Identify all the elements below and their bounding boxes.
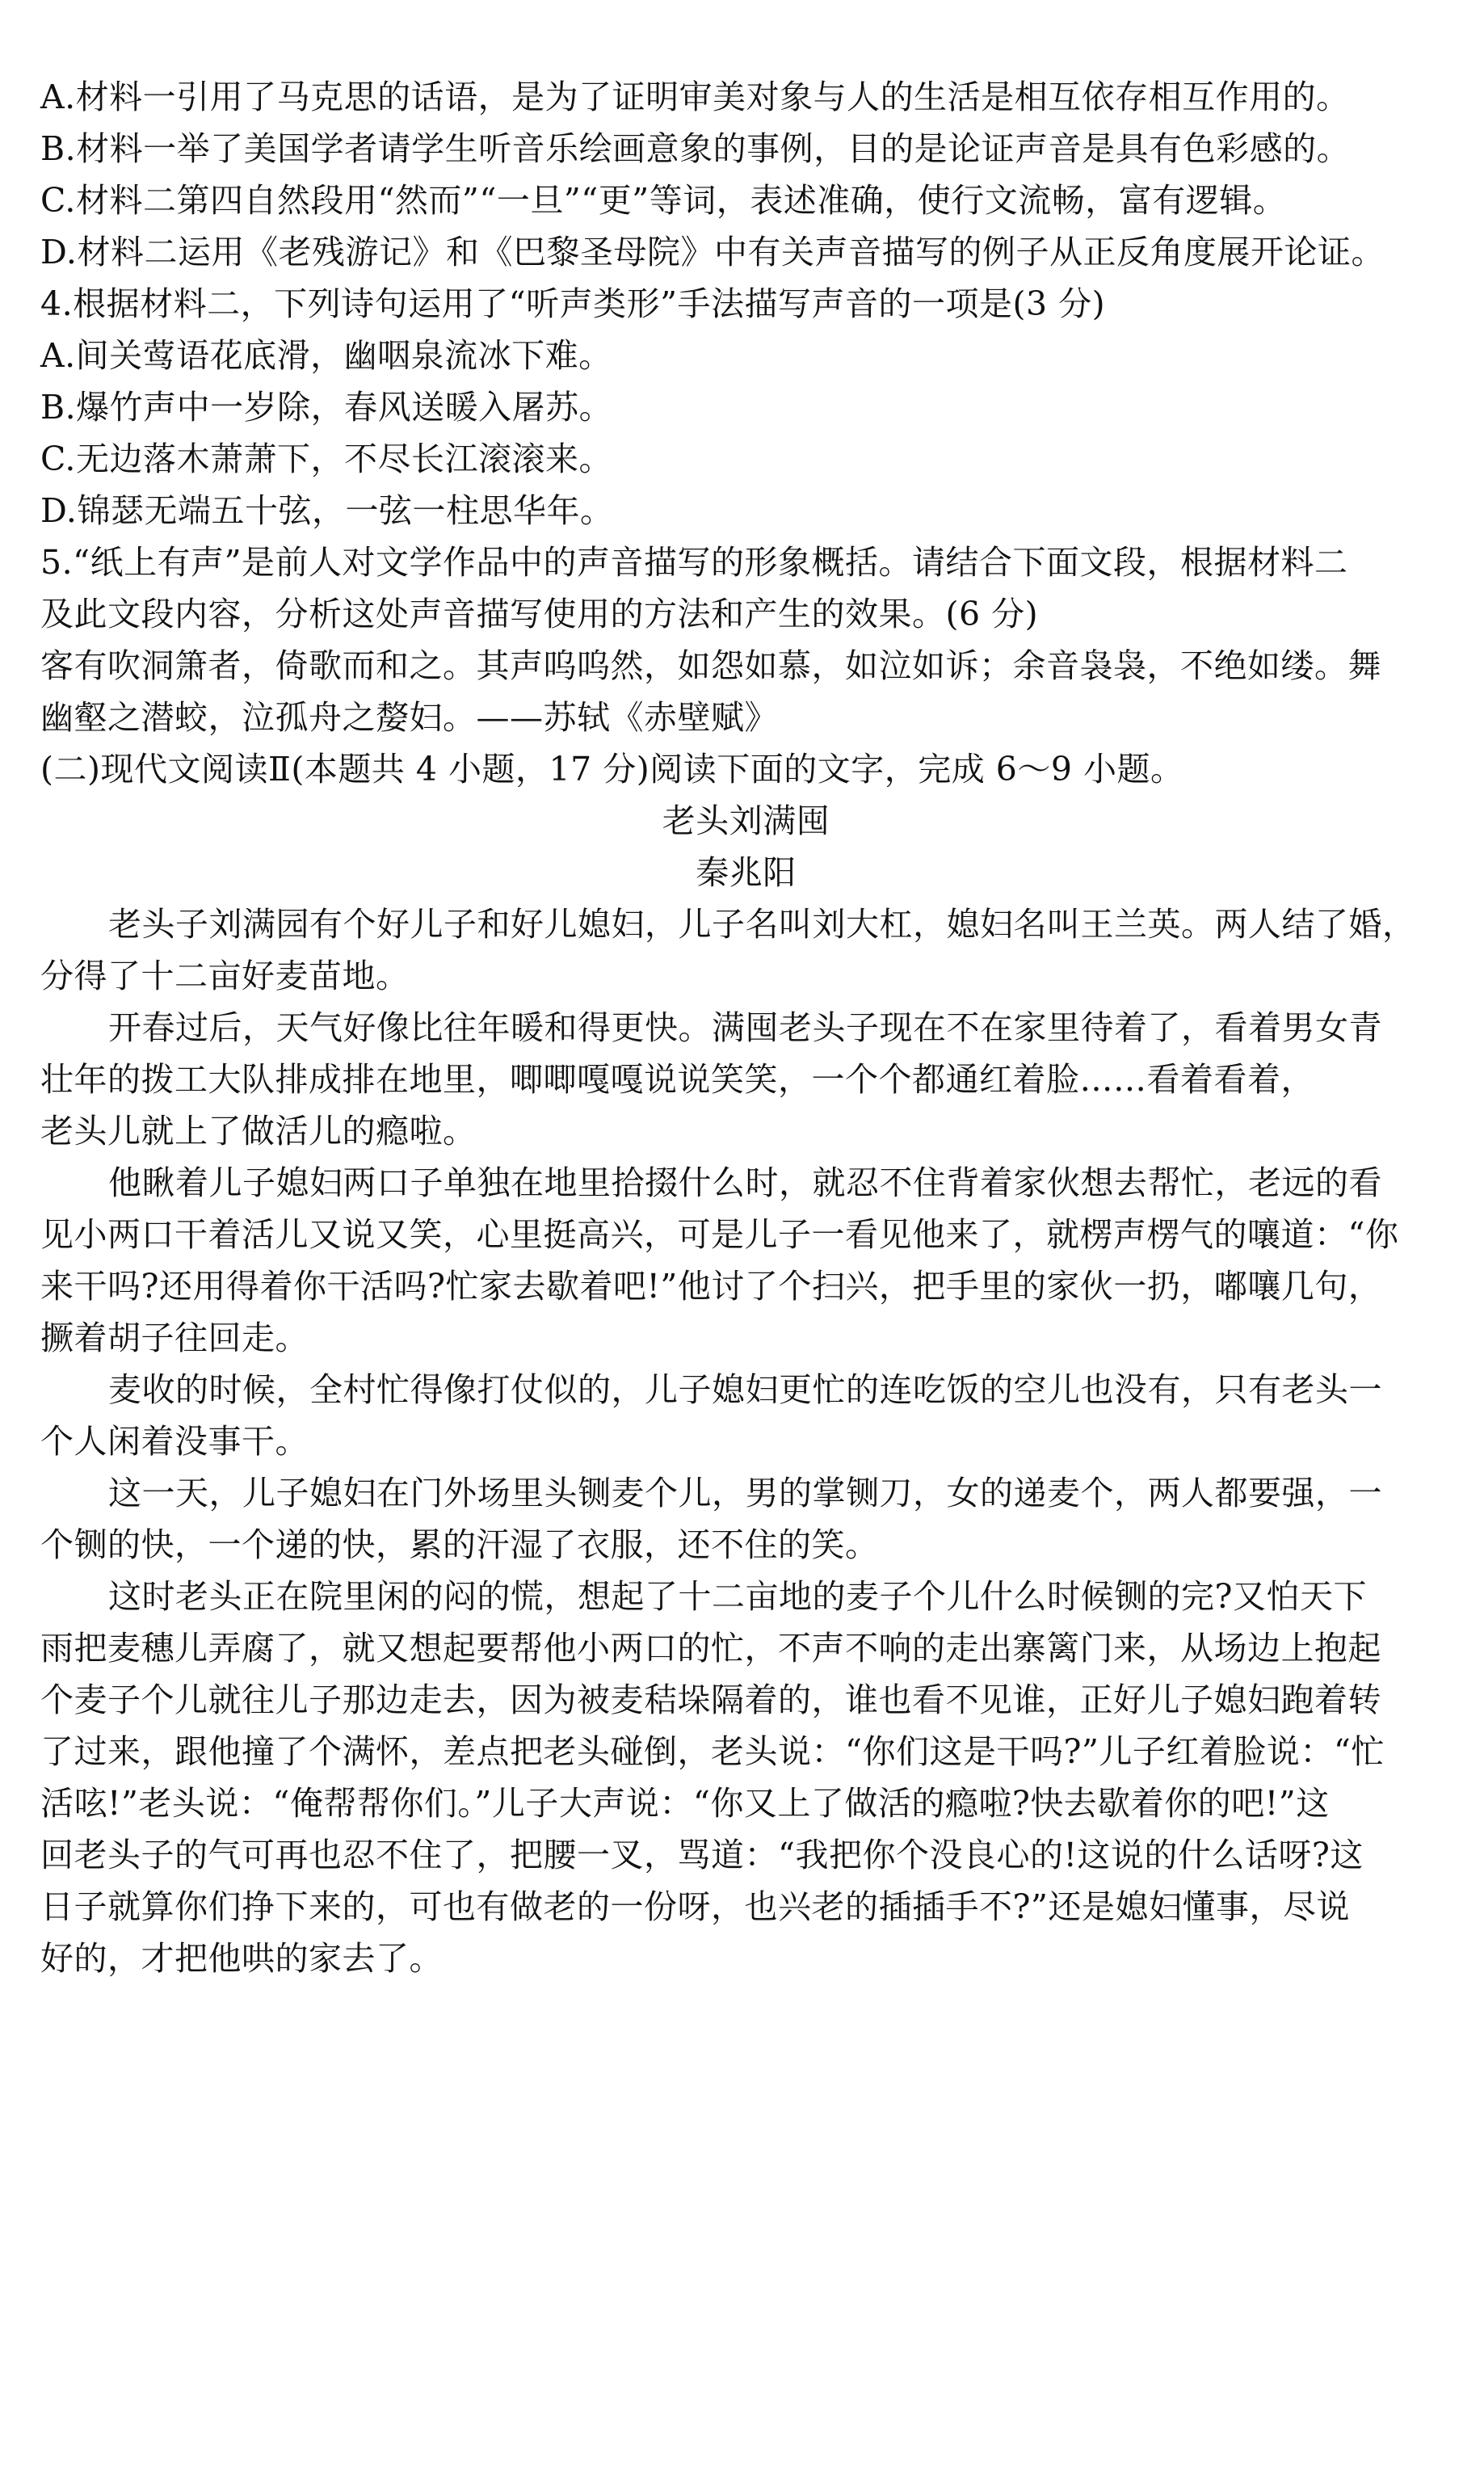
question4 <box>40 278 1452 536</box>
paragraph-line: 这一天，儿子媳妇在门外场里头铡麦个儿，男的掌铡刀，女的递麦个，两人都要强，一 <box>108 1474 1382 1512</box>
article-title: 老头刘满囤 <box>662 801 830 840</box>
paragraph-line: 老头儿就上了做活儿的瘾啦。 <box>40 1112 477 1150</box>
paragraph-line: 分得了十二亩好麦苗地。 <box>40 957 410 995</box>
paragraph-line: 见小两口干着活儿又说又笑，心里挺高兴，可是儿子一看见他来了，就楞声楞气的嚷道：“你 <box>40 1215 1399 1254</box>
paragraph-line: 来干吗?还用得着你干活吗?忙家去歇着吧!”他讨了个扫兴，把手里的家伙一扔，嘟嚷几句， <box>40 1267 1382 1306</box>
article-body <box>40 898 1452 1984</box>
question-stem: 5.“纸上有声”是前人对文学作品中的声音描写的形象概括。请结合下面文段，根据材料二 <box>40 543 1348 582</box>
option-line: A.间关莺语花底滑，幽咽泉流冰下难。 <box>40 336 612 375</box>
paragraph-line: 老头子刘满园有个好儿子和好儿媳妇，儿子名叫刘大杠，媳妇名叫王兰英。两人结了婚， <box>108 905 1416 944</box>
question5 <box>40 536 1452 743</box>
paragraph-line: 活呟!”老头说：“俺帮帮你们。”儿子大声说：“你又上了做活的瘾啦?快去歇着你的吧!”这 <box>40 1784 1330 1823</box>
article-paragraph <box>40 1002 1452 1157</box>
article-paragraph <box>40 1467 1452 1571</box>
question-stem: 及此文段内容，分析这处声音描写使用的方法和产生的效果。(6 分) <box>40 595 1039 633</box>
paragraph-line: 回老头子的气可再也忍不住了，把腰一叉，骂道：“我把你个没良心的!这说的什么话呀?这 <box>40 1836 1364 1874</box>
paragraph-line: 个人闲着没事干。 <box>40 1422 309 1461</box>
paragraph-line: 好的，才把他哄的家去了。 <box>40 1939 443 1978</box>
paragraph-line: 这时老头正在院里闲的闷的慌，想起了十二亩地的麦子个儿什么时候铡的完?又怕天下 <box>108 1577 1367 1616</box>
paragraph-line: 开春过后，天气好像比往年暖和得更快。满囤老头子现在不在家里待着了，看着男女青 <box>108 1008 1382 1047</box>
option-line: C.材料二第四自然段用“然而”“一旦”“更”等词，表述准确，使行文流畅，富有逻辑。 <box>40 181 1287 220</box>
paragraph-line: 壮年的拨工大队排成排在地里，唧唧嘎嘎说说笑笑，一个个都通红着脸……看着看着， <box>40 1060 1314 1099</box>
paragraph-line: 麦收的时候，全村忙得像打仗似的，儿子媳妇更忙的连吃饭的空儿也没有，只有老头一 <box>108 1370 1382 1409</box>
paragraph-line: 个铡的快，一个递的快，累的汗湿了衣服，还不住的笑。 <box>40 1525 879 1564</box>
paragraph-line: 雨把麦穗儿弄腐了，就又想起要帮他小两口的忙，不声不响的走出寨篱门来，从场边上抱起 <box>40 1629 1381 1668</box>
option-line: D.锦瑟无端五十弦，一弦一柱思华年。 <box>40 491 614 530</box>
article-paragraph <box>40 1571 1452 1984</box>
option-line: C.无边落木萧萧下，不尽长江滚滚来。 <box>40 440 612 478</box>
question3-options <box>40 71 1452 278</box>
option-line: B.材料一举了美国学者请学生听音乐绘画意象的事例，目的是论证声音是具有色彩感的。 <box>40 129 1351 168</box>
article-paragraph <box>40 1157 1452 1364</box>
paragraph-line: 了过来，跟他撞了个满怀，差点把老头碰倒，老头说：“你们这是干吗?”儿子红着脸说：“忙 <box>40 1732 1385 1771</box>
article-author: 秦兆阳 <box>696 853 797 892</box>
quote-text: 客有吹洞箫者，倚歌而和之。其声呜呜然，如怨如慕，如泣如诉；余音袅袅，不绝如缕。舞 <box>40 646 1381 685</box>
paragraph-line: 他瞅着儿子媳妇两口子单独在地里拾掇什么时，就忍不住背着家伙想去帮忙，老远的看 <box>108 1163 1382 1202</box>
paragraph-line: 撅着胡子往回走。 <box>40 1319 309 1357</box>
paragraph-line: 日子就算你们挣下来的，可也有做老的一份呀，也兴老的插插手不?”还是媳妇懂事，尽说 <box>40 1887 1350 1926</box>
question-stem: 4.根据材料二，下列诗句运用了“听声类形”手法描写声音的一项是(3 分) <box>40 284 1106 323</box>
option-line: A.材料一引用了马克思的话语，是为了证明审美对象与人的生活是相互依存相互作用的。 <box>40 78 1350 116</box>
option-line: D.材料二运用《老残游记》和《巴黎圣母院》中有关声音描写的例子从正反角度展开论证。 <box>40 233 1385 271</box>
article-header <box>40 795 1452 898</box>
article-paragraph <box>40 1364 1452 1467</box>
section-heading: (二)现代文阅读Ⅱ(本题共 4 小题，17 分)阅读下面的文字，完成 6～9 小题。 <box>40 750 1184 789</box>
quote-text: 幽壑之潜蛟，泣孤舟之嫠妇。——苏轼《赤壁赋》 <box>40 698 778 737</box>
article-paragraph <box>40 898 1452 1002</box>
paragraph-line: 个麦子个儿就往儿子那边走去，因为被麦秸垛隔着的，谁也看不见谁，正好儿子媳妇跑着转 <box>40 1680 1381 1719</box>
option-line: B.爆竹声中一岁除，春风送暖入屠苏。 <box>40 388 613 427</box>
